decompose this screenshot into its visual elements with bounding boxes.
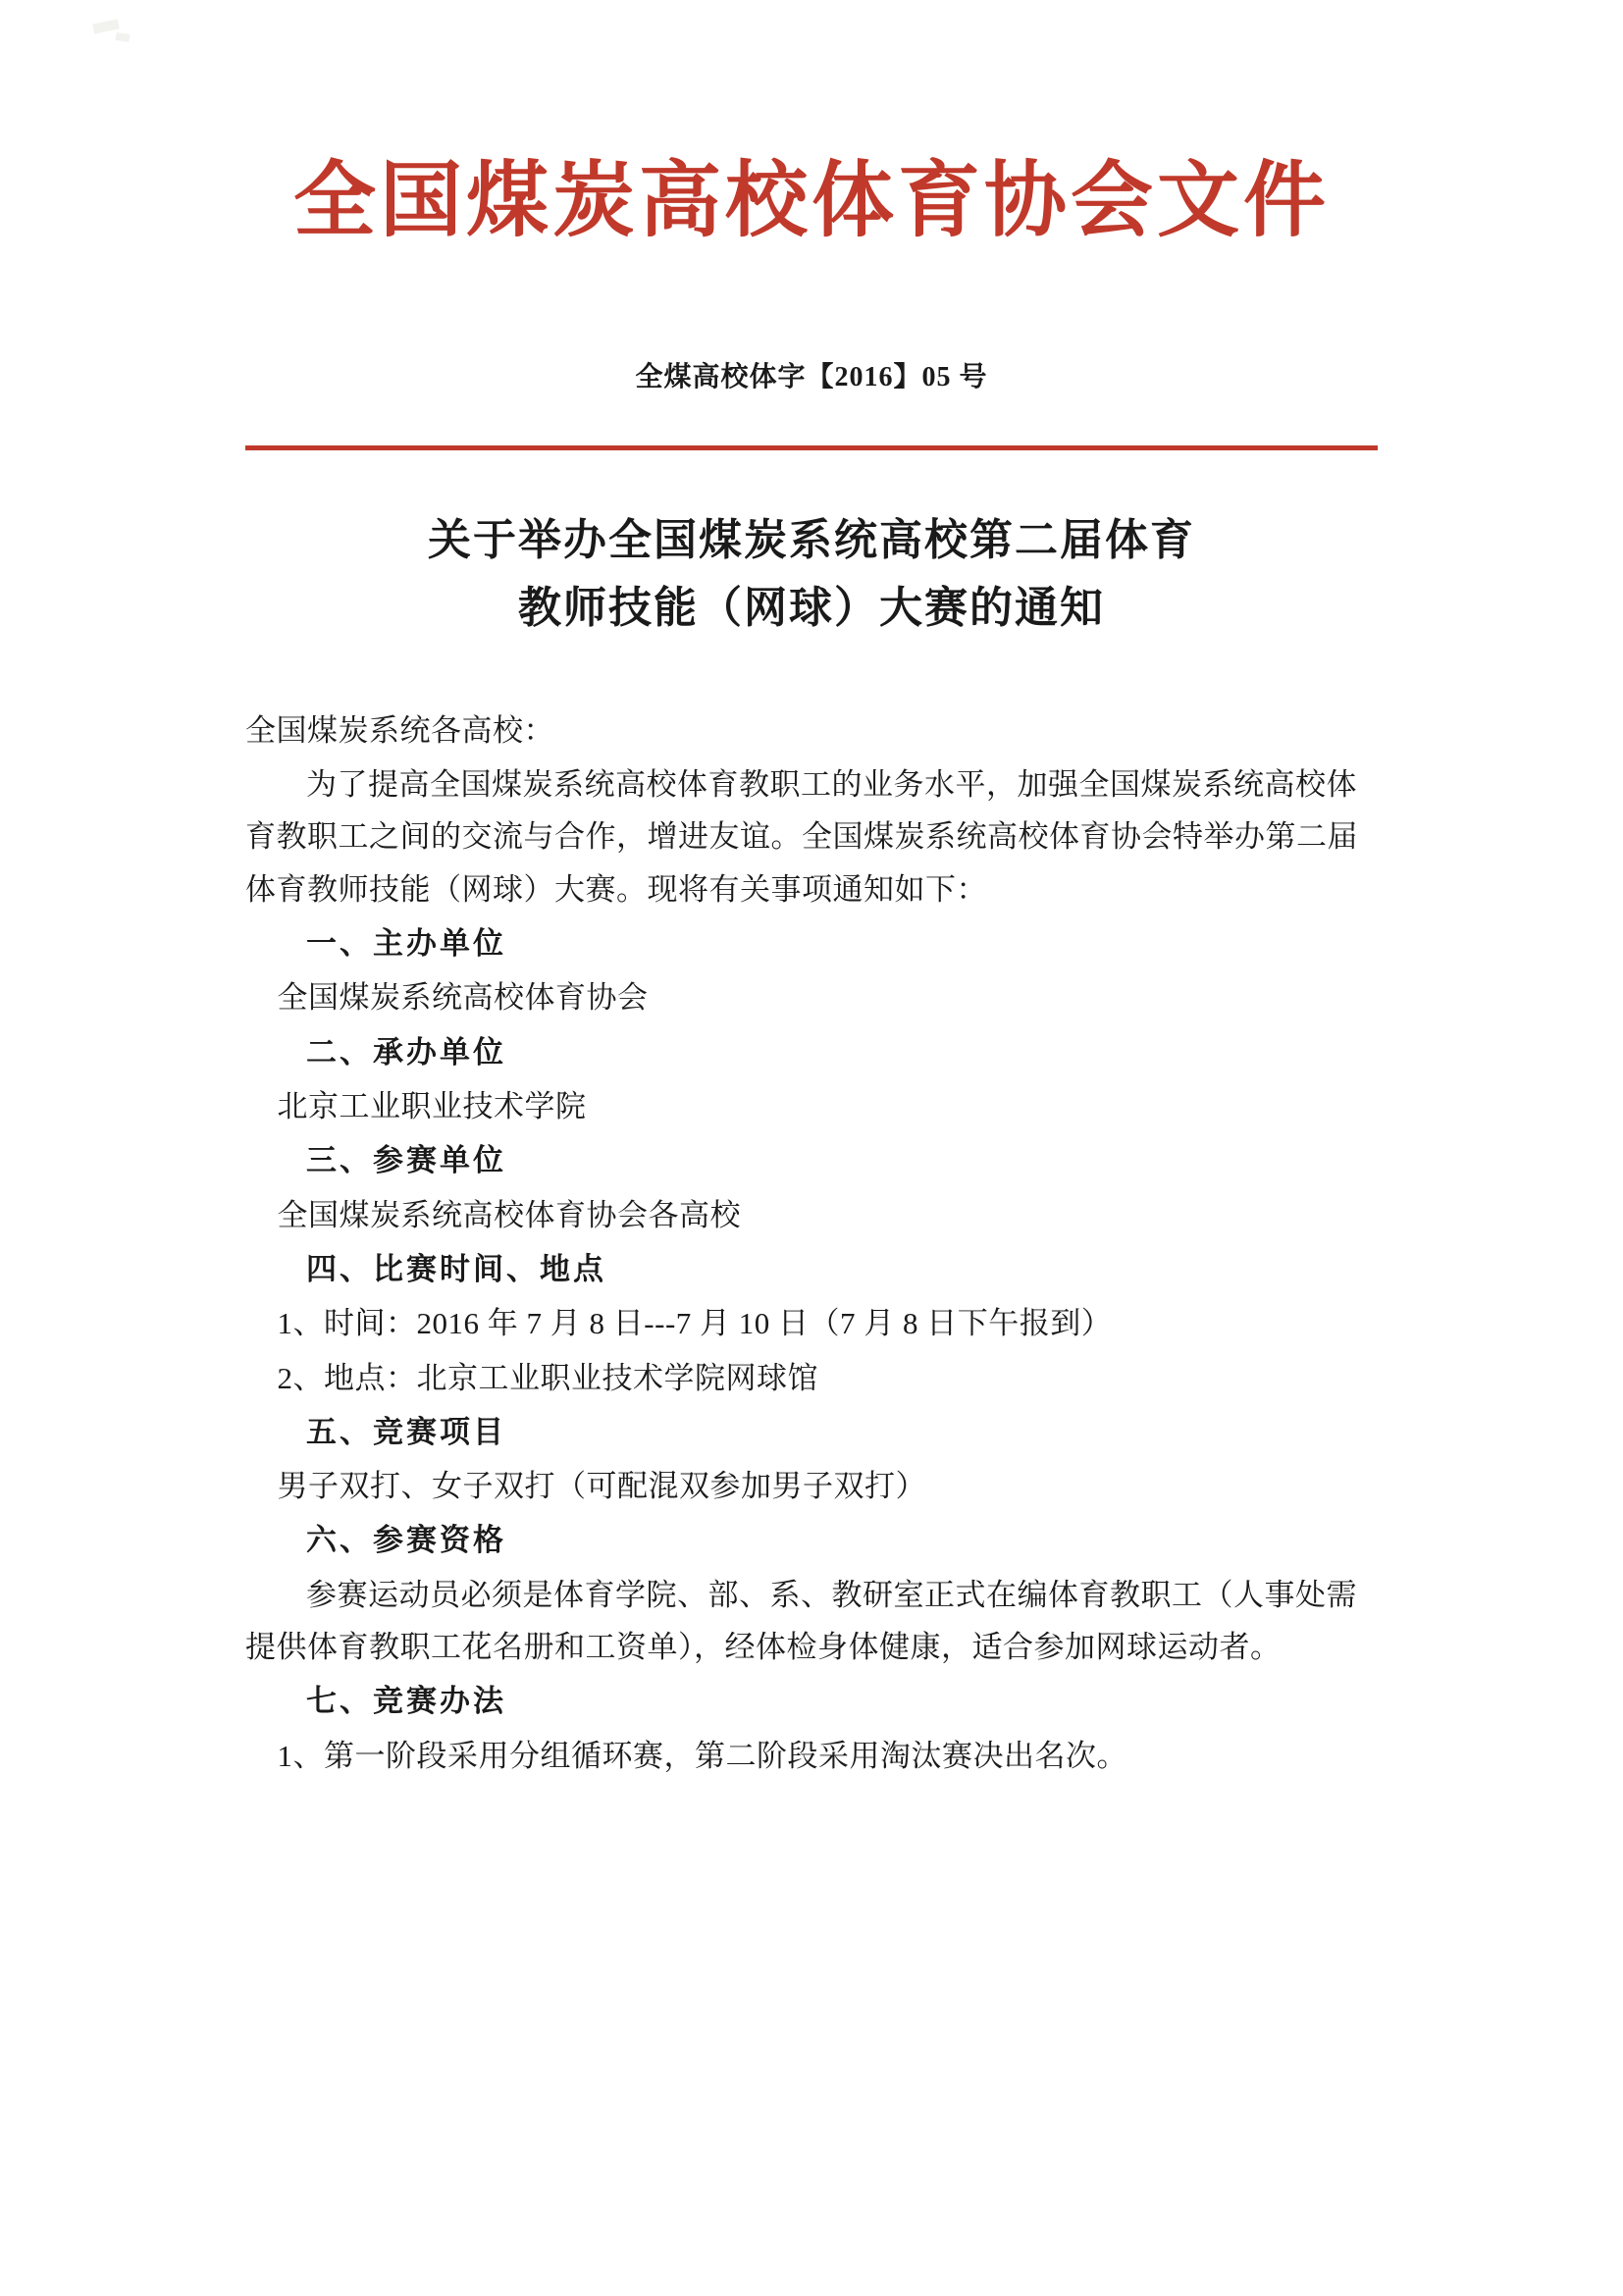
red-divider-rule bbox=[245, 445, 1378, 450]
document-header-title: 全国煤炭高校体育协会文件 bbox=[292, 156, 1330, 247]
section-heading-1: 一、主办单位 bbox=[306, 926, 506, 962]
section-body-3-line-1: 全国煤炭系统高校体育协会各高校 bbox=[277, 1197, 742, 1232]
section-heading-5: 五、竞赛项目 bbox=[306, 1414, 506, 1449]
document-number: 全煤高校体字【2016】05 号 bbox=[635, 362, 988, 393]
section-body-1-line-1: 全国煤炭系统高校体育协会 bbox=[277, 980, 649, 1016]
salutation: 全国煤炭系统各高校： bbox=[245, 712, 554, 748]
section-heading-6: 六、参赛资格 bbox=[306, 1523, 506, 1558]
document-title bbox=[245, 507, 1378, 641]
document-title-line-2: 教师技能（网球）大赛的通知 bbox=[518, 583, 1105, 632]
section-heading-2: 二、承办单位 bbox=[306, 1034, 506, 1070]
section-body-7-line-1: 1、第一阶段采用分组循环赛，第二阶段采用淘汰赛决出名次。 bbox=[277, 1738, 1128, 1773]
section-heading-7: 七、竞赛办法 bbox=[306, 1684, 506, 1719]
section-body-5-line-1: 男子双打、女子双打（可配混双参加男子双打） bbox=[277, 1469, 927, 1504]
document-title-line-1: 关于举办全国煤炭系统高校第二届体育 bbox=[428, 516, 1195, 565]
section-heading-3: 三、参赛单位 bbox=[306, 1143, 506, 1178]
document-body bbox=[245, 704, 1378, 1782]
intro-paragraph: 为了提高全国煤炭系统高校体育教职工的业务水平，加强全国煤炭系统高校体育教职工之间的交流与合作，增进友谊。全国煤炭系统高校体育协会特举办第二届体育教师技能（网球）大赛。现将有关事项通知如下： bbox=[245, 767, 1358, 907]
section-body-4-line-2: 2、地点：北京工业职业技术学院网球馆 bbox=[277, 1360, 819, 1395]
section-body-2-line-1: 北京工业职业技术学院 bbox=[277, 1088, 587, 1123]
section-body-6-line-1: 参赛运动员必须是体育学院、部、系、教研室正式在编体育教职工（人事处需提供体育教职工花名册和工资单），经体检身体健康，适合参加网球运动者。 bbox=[245, 1577, 1357, 1665]
section-body-4-line-1: 1、时间：2016 年 7 月 8 日---7 月 10 日（7 月 8 日下午报到） bbox=[277, 1306, 1113, 1341]
section-heading-4: 四、比赛时间、地点 bbox=[306, 1251, 606, 1286]
